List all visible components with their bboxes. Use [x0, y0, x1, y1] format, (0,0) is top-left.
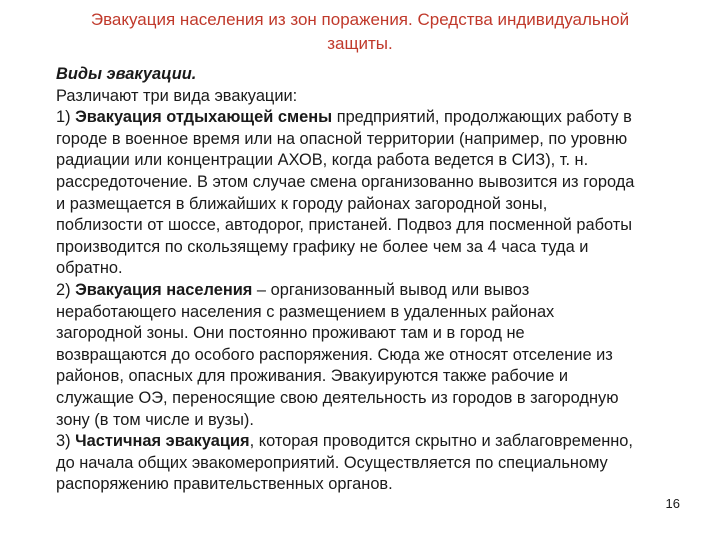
item-1-line: производится по скользящему графику не более чем за 4 часа туда и [56, 237, 589, 256]
item-2-first-rest: – организованный вывод или вывоз [252, 280, 530, 299]
item-1-line: городе в военное время или на опасной территории (например, по уровню [56, 129, 628, 148]
item-2-line: загородной зоны. Они постоянно проживают там и в город не [56, 324, 525, 343]
item-2-term: Эвакуация населения [75, 280, 253, 299]
item-1-line: и размещается в ближайших к городу районах загородной зоны, [56, 194, 548, 213]
item-1-line: поблизости от шоссе, автодорог, пристаней. Подвоз для посменной работы [56, 216, 633, 235]
section-subheading: Виды эвакуации. [56, 65, 197, 83]
item-3-prefix: 3) [56, 432, 76, 451]
item-3-line: распоряжению правительственных органов. [56, 475, 393, 494]
item-1-line: рассредоточение. В этом случае смена организованно вывозится из города [56, 172, 635, 191]
item-1-term: Эвакуация отдыхающей смены [75, 108, 333, 127]
slide-title-line-1: Эвакуация населения из зон поражения. Средства индивидуальной [90, 10, 630, 29]
slide-body [56, 64, 696, 496]
item-2-line: зону (в том числе и вузы). [56, 410, 254, 429]
item-2-prefix: 2) [56, 280, 76, 299]
item-1-first-rest: предприятий, продолжающих работу в [332, 108, 632, 127]
item-1-line: обратно. [56, 259, 123, 278]
item-3-first-line [56, 431, 696, 453]
item-2-line: возвращаются до особого распоряжения. Сюда же относят отселение из [56, 345, 613, 364]
intro-text: Различают три вида эвакуации: [56, 86, 298, 105]
item-2-first-line [56, 280, 696, 302]
item-3-first-rest: , которая проводится скрытно и заблаговременно, [249, 432, 633, 451]
page-number: 16 [665, 496, 680, 511]
item-3-line: до начала общих эвакомероприятий. Осуществляется по специальному [56, 453, 608, 472]
item-2-line: районов, опасных для проживания. Эвакуируются также рабочие и [56, 367, 569, 386]
item-2-line: неработающего населения с размещением в удаленных районах [56, 302, 555, 321]
item-3-term: Частичная эвакуация [75, 432, 250, 451]
item-2-line: служащие ОЭ, переносящие свою деятельность из городов в загородную [56, 388, 619, 407]
item-1-prefix: 1) [56, 108, 76, 127]
item-1-line: радиации или концентрации АХОВ, когда работа ведется в СИЗ), т. н. [56, 151, 589, 170]
item-1-first-line [56, 107, 696, 129]
slide-title-line-2: защиты. [327, 34, 393, 53]
slide-title [40, 8, 680, 56]
